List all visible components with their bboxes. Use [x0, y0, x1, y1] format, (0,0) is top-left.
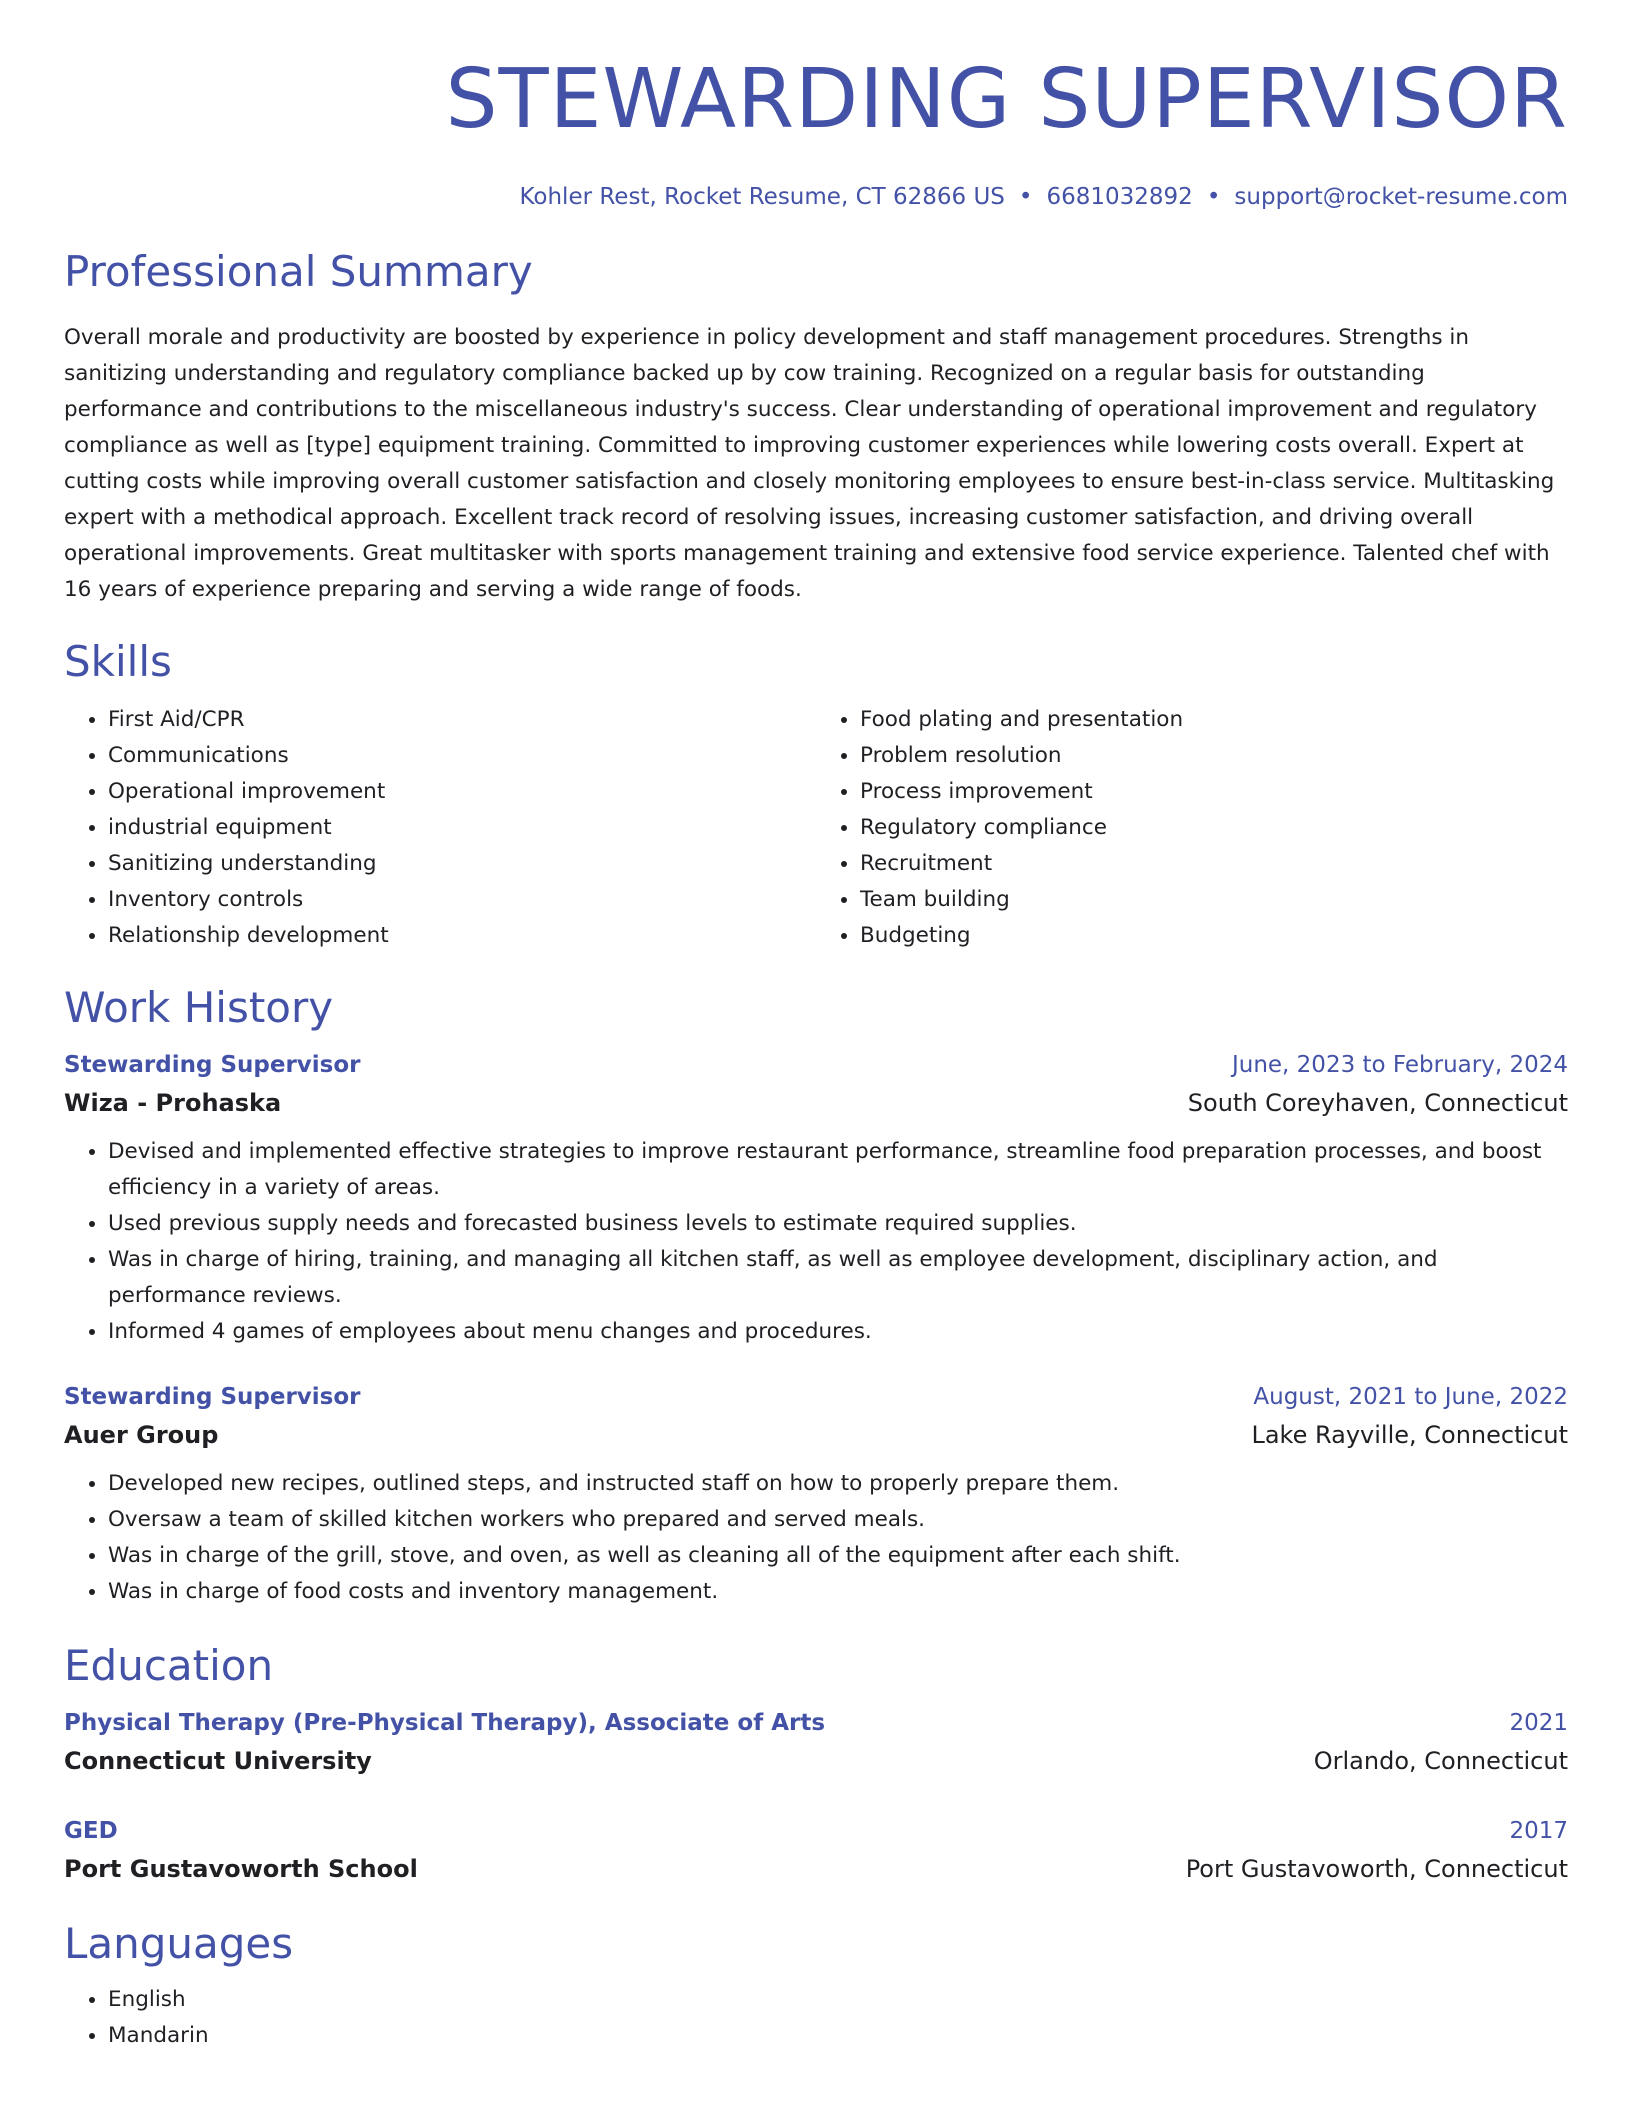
education-year: 2017 — [1509, 1818, 1568, 1844]
skill-item: • Communications — [108, 738, 816, 774]
job-bullets — [64, 1134, 1568, 1350]
education-school: Connecticut University — [64, 1747, 372, 1775]
summary-text: Overall morale and productivity are boosted by experience in policy development and staff management procedures. Strengths in sanitizing understanding and regulatory compliance backed up by cow training. Recognized on a regular basis for outstanding performance and contributions to the miscellaneous industry's success. Clear understanding of operational improvement and regulatory compliance as well as [type] equipment training. Committed to improving customer experiences while lowering costs overall. Expert at cutting costs while improving overall customer satisfaction and closely monitoring employees to ensure best-in-class service. Multitasking expert with a methodical approach. Excellent track record of resolving issues, increasing customer satisfaction, and driving overall operational improvements. Great multitasker with sports management training and extensive food service experience. Talented chef with 16 years of experience preparing and serving a wide range of foods. — [64, 325, 1555, 602]
skill-item: • Problem resolution — [860, 738, 1568, 774]
education-entry — [64, 1812, 1568, 1888]
education-location: Orlando, Connecticut — [1313, 1747, 1568, 1775]
job-bullet: • Used previous supply needs and forecasted business levels to estimate required supplies. — [108, 1206, 1568, 1242]
candidate-name: STEWARDING SUPERVISOR — [445, 52, 1568, 147]
job-title: Stewarding Supervisor — [64, 1052, 361, 1078]
skill-item: • Process improvement — [860, 774, 1568, 810]
education-heading: Education — [64, 1641, 274, 1690]
skill-item: • Inventory controls — [108, 882, 816, 918]
job-entry — [64, 1378, 1568, 1610]
skill-item: • Relationship development — [108, 918, 816, 954]
skill-item: • Regulatory compliance — [860, 810, 1568, 846]
skill-item: • Sanitizing understanding — [108, 846, 816, 882]
contact-separator: • — [1206, 184, 1221, 210]
job-location: South Coreyhaven, Connecticut — [1187, 1089, 1568, 1117]
education-school-row — [64, 1850, 1568, 1888]
contact-phone: 6681032892 — [1046, 184, 1193, 210]
contact-separator: • — [1018, 184, 1033, 210]
skills-list — [64, 702, 1568, 954]
job-bullet: • Informed 4 games of employees about menu changes and procedures. — [108, 1314, 1568, 1350]
education-location: Port Gustavoworth, Connecticut — [1185, 1855, 1568, 1883]
education-degree: Physical Therapy (Pre-Physical Therapy), Associate of Arts — [64, 1710, 826, 1736]
education-header-row — [64, 1704, 1568, 1742]
job-company: Auer Group — [64, 1421, 219, 1449]
skill-item: • Recruitment — [860, 846, 1568, 882]
job-bullet: • Was in charge of food costs and inventory management. — [108, 1574, 1568, 1610]
job-company-row — [64, 1416, 1568, 1454]
job-company-row — [64, 1084, 1568, 1122]
job-entry — [64, 1046, 1568, 1350]
skills-heading: Skills — [64, 637, 172, 686]
summary-heading: Professional Summary — [64, 247, 533, 296]
skills-column-left — [64, 702, 816, 954]
skill-item: • Food plating and presentation — [860, 702, 1568, 738]
job-bullets — [64, 1466, 1568, 1610]
skills-column-right — [816, 702, 1568, 954]
work-history-heading: Work History — [64, 983, 334, 1032]
education-header-row — [64, 1812, 1568, 1850]
education-school: Port Gustavoworth School — [64, 1855, 418, 1883]
job-header-row — [64, 1046, 1568, 1084]
education-school-row — [64, 1742, 1568, 1780]
job-bullet: • Devised and implemented effective strategies to improve restaurant performance, streamline food preparation processes, and boost efficiency in a variety of areas. — [108, 1134, 1568, 1206]
education-degree: GED — [64, 1818, 118, 1844]
job-bullet: • Was in charge of the grill, stove, and oven, as well as cleaning all of the equipment after each shift. — [108, 1538, 1568, 1574]
language-item: • English — [108, 1982, 1568, 2018]
contact-email: support@rocket-resume.com — [1234, 184, 1568, 210]
education-entry — [64, 1704, 1568, 1780]
job-bullet: • Oversaw a team of skilled kitchen workers who prepared and served meals. — [108, 1502, 1568, 1538]
skill-item: • Budgeting — [860, 918, 1568, 954]
job-header-row — [64, 1378, 1568, 1416]
job-title: Stewarding Supervisor — [64, 1384, 361, 1410]
job-bullet: • Was in charge of hiring, training, and managing all kitchen staff, as well as employee development, disciplinary action, and performance reviews. — [108, 1242, 1568, 1314]
job-bullet: • Developed new recipes, outlined steps, and instructed staff on how to properly prepare them. — [108, 1466, 1568, 1502]
skill-item: • First Aid/CPR — [108, 702, 816, 738]
language-item: • Mandarin — [108, 2018, 1568, 2054]
skill-item: • Operational improvement — [108, 774, 816, 810]
languages-heading: Languages — [64, 1919, 294, 1968]
education-year: 2021 — [1509, 1710, 1568, 1736]
contact-line — [64, 182, 1568, 212]
job-company: Wiza - Prohaska — [64, 1089, 282, 1117]
skill-item: • Team building — [860, 882, 1568, 918]
languages-list — [64, 1982, 1568, 2054]
job-dates: August, 2021 to June, 2022 — [1253, 1384, 1568, 1410]
job-dates: June, 2023 to February, 2024 — [1231, 1052, 1568, 1078]
contact-address: Kohler Rest, Rocket Resume, CT 62866 US — [519, 184, 1005, 210]
job-location: Lake Rayville, Connecticut — [1251, 1421, 1568, 1449]
skill-item: • industrial equipment — [108, 810, 816, 846]
